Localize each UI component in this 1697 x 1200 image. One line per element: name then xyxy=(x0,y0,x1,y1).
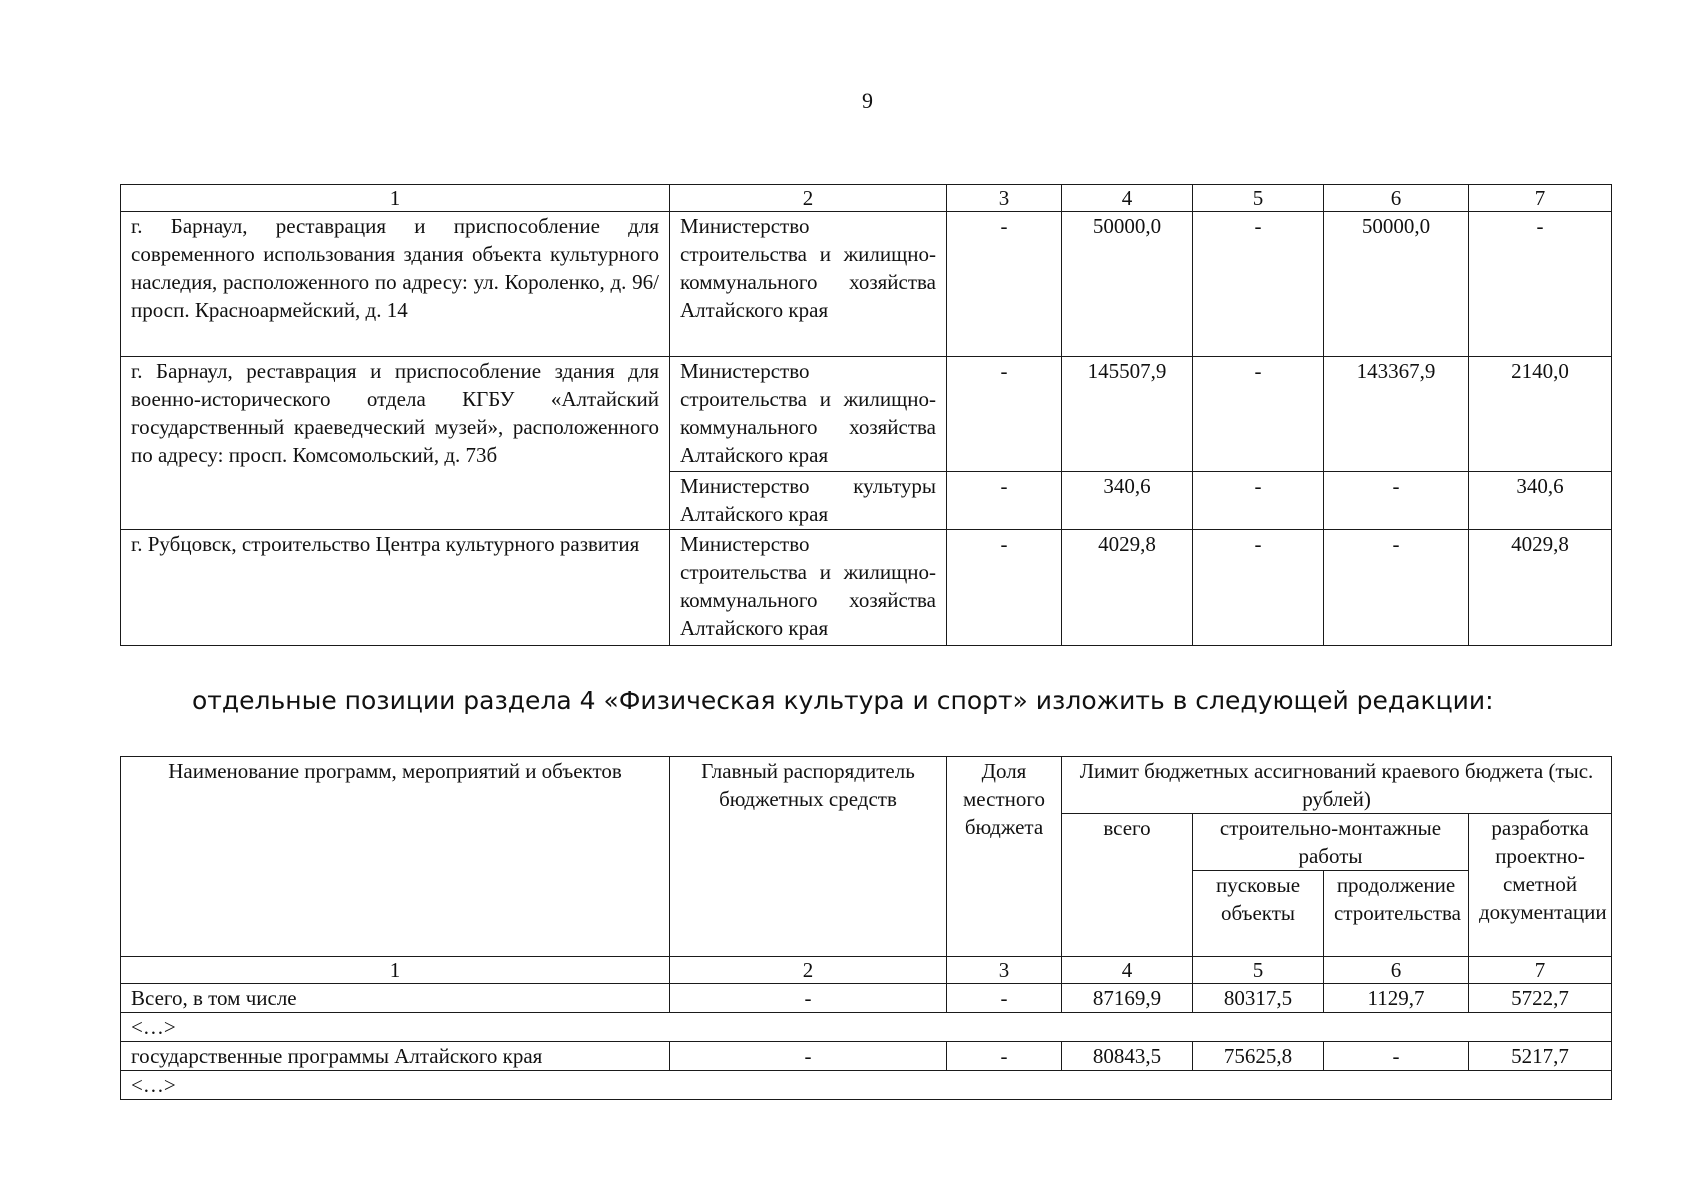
column-number: 1 xyxy=(121,185,670,212)
column-number: 2 xyxy=(670,957,947,984)
distributor-value: - xyxy=(670,1042,947,1071)
total-value: 80843,5 xyxy=(1062,1042,1193,1071)
header-continuation: продолжение строительства xyxy=(1324,871,1469,957)
local-share-value: - xyxy=(947,357,1062,472)
design-docs-value: 5217,7 xyxy=(1469,1042,1612,1071)
budget-distributor: Министерство строительства и жилищно-коммунального хозяйства Алтайского края xyxy=(670,530,947,646)
object-name: г. Рубцовск, строительство Центра культурного развития xyxy=(121,530,670,646)
ellipsis-row: <…> xyxy=(121,1071,1612,1100)
column-number: 1 xyxy=(121,957,670,984)
design-docs-value: 2140,0 xyxy=(1469,357,1612,472)
table-row xyxy=(121,1013,1612,1042)
column-number: 7 xyxy=(1469,957,1612,984)
header-total: всего xyxy=(1062,814,1193,957)
budget-distributor: Министерство культуры Алтайского края xyxy=(670,472,947,530)
budget-distributor: Министерство строительства и жилищно-коммунального хозяйства Алтайского края xyxy=(670,357,947,472)
continuation-value: - xyxy=(1324,1042,1469,1071)
column-number: 6 xyxy=(1324,957,1469,984)
budget-table-continued xyxy=(120,184,1612,646)
header-row xyxy=(121,757,1612,814)
header-launch: пусковые объекты xyxy=(1193,871,1324,957)
table-row xyxy=(121,212,1612,357)
sport-section-table xyxy=(120,756,1612,1100)
launch-objects-value: 75625,8 xyxy=(1193,1042,1324,1071)
continuation-value: - xyxy=(1324,472,1469,530)
header-local-share: Доля местного бюджета xyxy=(947,757,1062,957)
continuation-value: 143367,9 xyxy=(1324,357,1469,472)
header-limit: Лимит бюджетных ассигнований краевого бюджета (тыс. рублей) xyxy=(1062,757,1612,814)
object-name: г. Барнаул, реставрация и приспособление для современного использования здания объекта культурного наследия, расположенного по адресу: ул. Короленко, д. 96/просп. Красноармейский, д. 14 xyxy=(121,212,670,357)
launch-objects-value: 80317,5 xyxy=(1193,984,1324,1013)
local-share-value: - xyxy=(947,530,1062,646)
design-docs-value: 340,6 xyxy=(1469,472,1612,530)
header-design: разработка проектно-сметной документации xyxy=(1469,814,1612,957)
local-share-value: - xyxy=(947,984,1062,1013)
column-number: 4 xyxy=(1062,957,1193,984)
local-share-value: - xyxy=(947,212,1062,357)
section-note: отдельные позиции раздела 4 «Физическая культура и спорт» изложить в следующей редакции: xyxy=(192,686,1494,715)
design-docs-value: 5722,7 xyxy=(1469,984,1612,1013)
table-row xyxy=(121,1071,1612,1100)
column-number: 5 xyxy=(1193,185,1324,212)
launch-objects-value: - xyxy=(1193,472,1324,530)
launch-objects-value: - xyxy=(1193,357,1324,472)
table-row xyxy=(121,984,1612,1013)
design-docs-value: 4029,8 xyxy=(1469,530,1612,646)
total-value: 50000,0 xyxy=(1062,212,1193,357)
ellipsis-row: <…> xyxy=(121,1013,1612,1042)
launch-objects-value: - xyxy=(1193,530,1324,646)
budget-distributor: Министерство строительства и жилищно-коммунального хозяйства Алтайского края xyxy=(670,212,947,357)
row-name: Всего, в том числе xyxy=(121,984,670,1013)
column-number: 7 xyxy=(1469,185,1612,212)
page-number: 9 xyxy=(862,88,873,113)
header-name: Наименование программ, мероприятий и объектов xyxy=(121,757,670,957)
total-value: 4029,8 xyxy=(1062,530,1193,646)
design-docs-value: - xyxy=(1469,212,1612,357)
object-name: г. Барнаул, реставрация и приспособление здания для военно-исторического отдела КГБУ «Алтайский государственный краеведческий музей», расположенного по адресу: просп. Комсомольский, д. 73б xyxy=(121,357,670,530)
continuation-value: - xyxy=(1324,530,1469,646)
column-number: 6 xyxy=(1324,185,1469,212)
column-number: 2 xyxy=(670,185,947,212)
total-value: 340,6 xyxy=(1062,472,1193,530)
column-number: 3 xyxy=(947,957,1062,984)
local-share-value: - xyxy=(947,1042,1062,1071)
row-name: государственные программы Алтайского края xyxy=(121,1042,670,1071)
table-row xyxy=(121,530,1612,646)
total-value: 145507,9 xyxy=(1062,357,1193,472)
header-distributor: Главный распорядитель бюджетных средств xyxy=(670,757,947,957)
column-number-row xyxy=(121,185,1612,212)
column-number: 4 xyxy=(1062,185,1193,212)
column-number-row xyxy=(121,957,1612,984)
distributor-value: - xyxy=(670,984,947,1013)
column-number: 5 xyxy=(1193,957,1324,984)
table-row xyxy=(121,1042,1612,1071)
header-construction: строительно-монтажные работы xyxy=(1193,814,1469,871)
launch-objects-value: - xyxy=(1193,212,1324,357)
local-share-value: - xyxy=(947,472,1062,530)
table-row xyxy=(121,357,1612,472)
continuation-value: 50000,0 xyxy=(1324,212,1469,357)
continuation-value: 1129,7 xyxy=(1324,984,1469,1013)
column-number: 3 xyxy=(947,185,1062,212)
total-value: 87169,9 xyxy=(1062,984,1193,1013)
